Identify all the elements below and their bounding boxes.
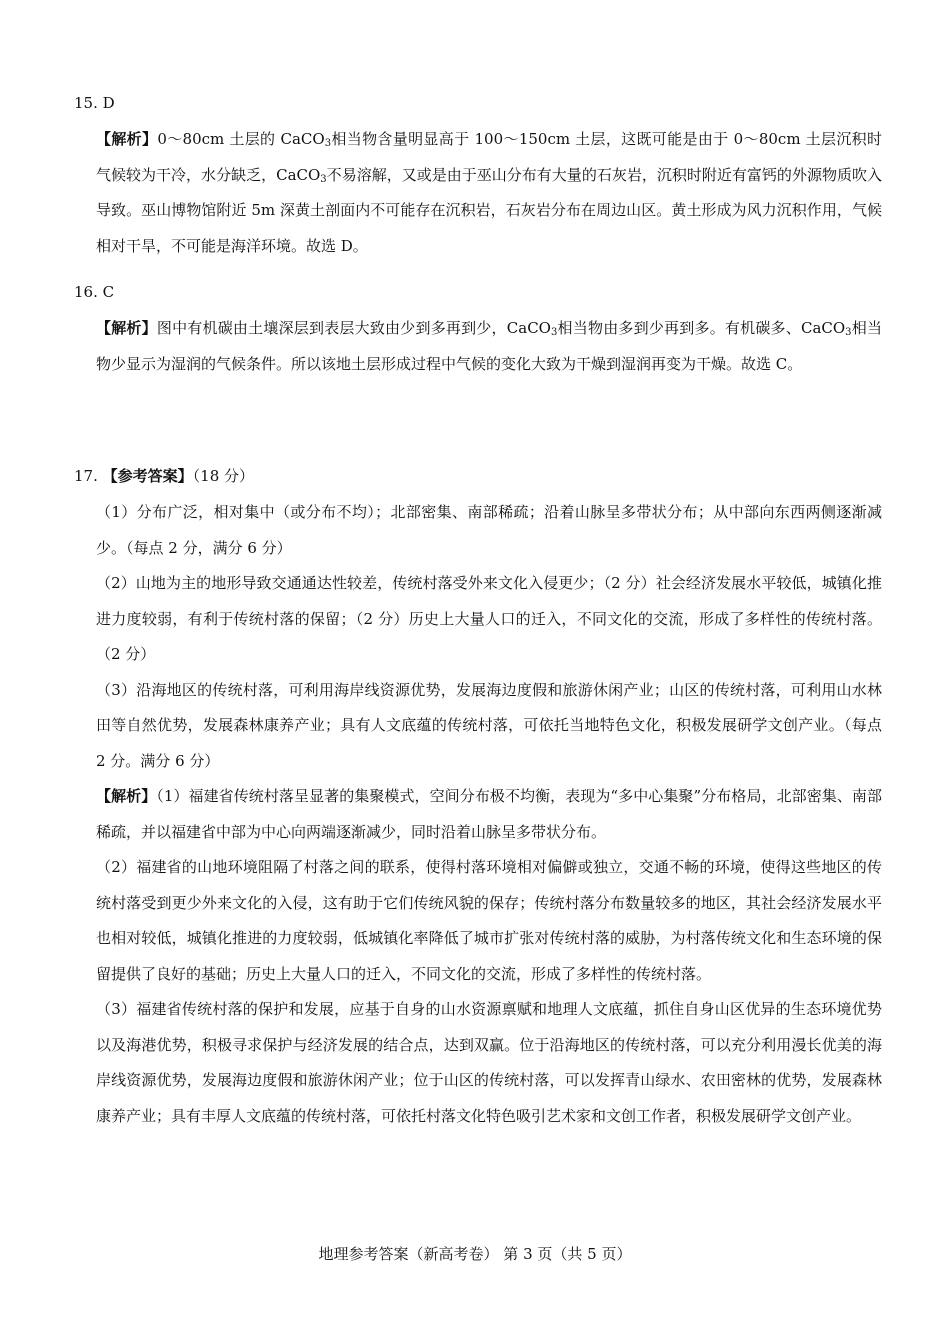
q16-sub-2: 3: [845, 327, 852, 338]
q16-number: 16. C: [74, 283, 115, 301]
q15-number: 15. D: [74, 94, 115, 112]
q17-heading: [74, 466, 254, 486]
q15-text-2: 相当物含量明显高于 100～150cm 土层，这既可能是由于 0～80cm 土层沉积时气候较为干冷，水分缺乏，CaCO: [96, 130, 882, 184]
q16-text-3: 相当物少显示为湿润的气候条件。所以该地土层形成过程中气候的变化大致为干燥到湿润再变为干燥。故选 C。: [96, 319, 882, 373]
q15-text-3: 不易溶解，又或是由于巫山分布有大量的石灰岩，沉积时附近有富钙的外源物质吹入导致。巫山博物馆附近 5m 深黄土剖面内不可能存在沉积岩，石灰岩分布在周边山区。黄土形成为风力沉积作用，气候相对干旱，不可能是海洋环境。故选 D。: [96, 165, 882, 255]
q17-analysis-2: （2）福建省的山地环境阻隔了村落之间的联系，使得村落环境相对偏僻或独立，交通不畅的环境，使得这些地区的传统村落受到更少外来文化的入侵，这有助于它们传统风貌的保存；传统村落分布数量较多的地区，其社会经济发展水平也相对较低，城镇化推进的力度较弱，低城镇化率降低了城市扩张对传统村落的威胁，为村落传统文化和生态环境的保留提供了良好的基础；历史上大量人口的迁入，不同文化的交流，形成了多样性的传统村落。: [96, 858, 882, 983]
q16-analysis: [96, 311, 882, 382]
q17-score: （18 分）: [192, 467, 255, 485]
q15-sub-2: 3: [320, 173, 327, 185]
q17-analysis-1: [96, 779, 882, 850]
q17-answers: [96, 495, 882, 1134]
q16-text-2: 相当物由多到少再到多。有机碳多、CaCO: [557, 319, 846, 337]
q15-analysis: [96, 122, 882, 264]
q16-analysis-tag: 【解析】: [96, 319, 157, 337]
q17-analysis-tag: 【解析】: [96, 787, 157, 805]
q15-text-1: 0～80cm 土层的 CaCO: [157, 130, 325, 148]
q17-number: 17.: [74, 467, 98, 485]
q16-text-1: 图中有机碳由土壤深层到表层大致由少到多再到少，CaCO: [156, 319, 551, 337]
q17-answer-2: （2）山地为主的地形导致交通通达性较差，传统村落受外来文化入侵更少；（2 分）社会经济发展水平较低，城镇化推进力度较弱，有利于传统村落的保留；（2 分）历史上大量人口的迁入，不同文化的交流，形成了多样性的传统村落。（2 分）: [96, 574, 882, 663]
page-footer: 地理参考答案（新高考卷） 第 3 页（共 5 页）: [318, 1245, 632, 1263]
q15-analysis-tag: 【解析】: [96, 130, 158, 148]
q15-sub-1: 3: [324, 138, 332, 149]
q17-answer-1: （1）分布广泛，相对集中（或分布不均）；北部密集、南部稀疏；沿着山脉呈多带状分布；从中部向东西两侧逐渐减少。（每点 2 分，满分 6 分）: [96, 503, 882, 557]
q16-sub-1: 3: [550, 327, 558, 338]
q17-analysis-1-text: （1）福建省传统村落呈显著的集聚模式，空间分布极不均衡，表现为“多中心集聚”分布格局，北部密集、南部稀疏，并以福建省中部为中心向两端逐渐减少，同时沿着山脉呈多带状分布。: [96, 787, 882, 841]
q17-answer-3: （3）沿海地区的传统村落，可利用海岸线资源优势，发展海边度假和旅游休闲产业；山区的传统村落，可利用山水林田等自然优势，发展森林康养产业；具有人文底蕴的传统村落，可依托当地特色文化，积极发展研学文创产业。（每点 2 分。满分 6 分）: [96, 680, 882, 770]
q17-answer-tag: 【参考答案】: [102, 467, 193, 485]
q17-analysis-3: （3）福建省传统村落的保护和发展，应基于自身的山水资源禀赋和地理人文底蕴，抓住自身山区优异的生态环境优势以及海港优势，积极寻求保护与经济发展的结合点，达到双赢。位于沿海地区的传统村落，可以充分利用漫长优美的海岸线资源优势，发展海边度假和旅游休闲产业；位于山区的传统村落，可以发挥青山绿水、农田密林的优势，发展森林康养产业；具有丰厚人文底蕴的传统村落，可依托村落文化特色吸引艺术家和文创工作者，积极发展研学文创产业。: [96, 1000, 882, 1125]
